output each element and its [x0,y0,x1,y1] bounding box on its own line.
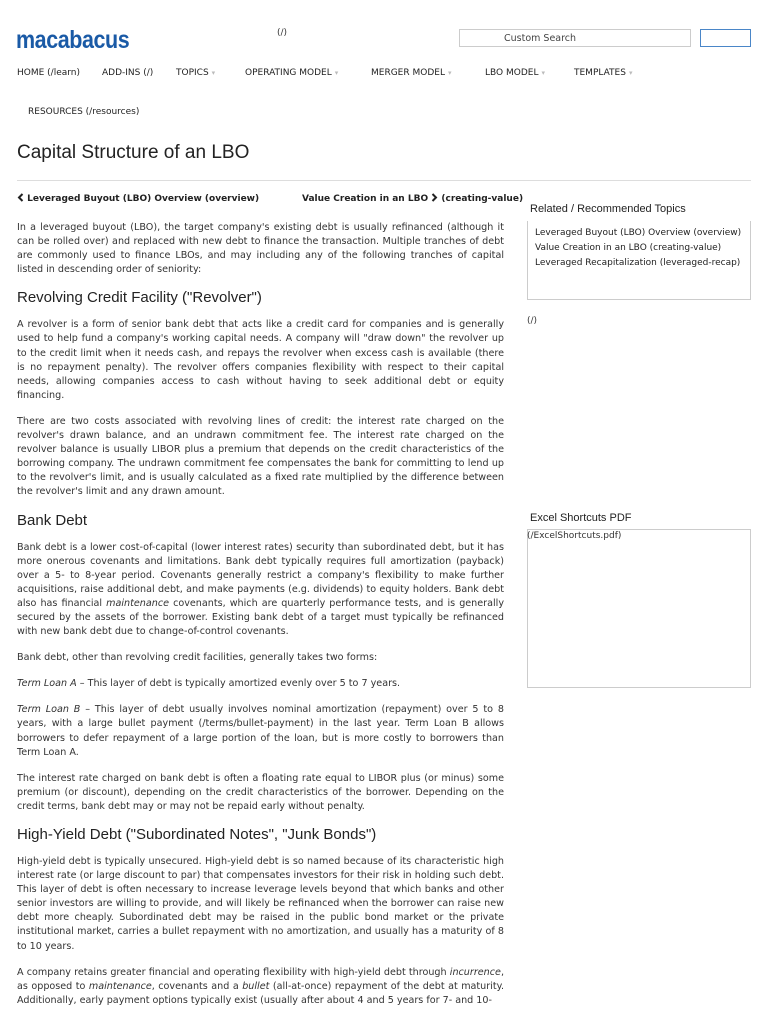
chevron-down-icon: ▾ [541,69,545,77]
high-yield-paragraph-2: A company retains greater financial and operating flexibility with high-yield debt through incurrence, as opposed to maintenance, covenants and a bullet (all-at-once) repayment of the debt at maturity. Additionally, early payment options typically exist (usually after about 4 and 5 years for 7- and 10- [17,966,504,1006]
excel-shortcuts-heading: Excel Shortcuts PDF [530,512,632,524]
high-yield-paragraph-1: High-yield debt is typically unsecured. High-yield debt is so named because of its characteristic high interest rate (or large discount to par) that compensates investors for their risk in holding such debt. This layer of debt is often necessary to increase leverage levels beyond that which banks and other senior investors are willing to provide, and will likely be refinanced when the borrower can raise new debt more cheaply. Subordinated debt may be raised in the public bond market or the private institutional market, carries a bullet repayment with no amortization, and usually has a maturity of 8 to 10 years. [17,856,504,952]
bank-debt-heading: Bank Debt [17,511,88,529]
nav-lbo-model[interactable]: LBO MODEL ▾ [485,68,545,78]
nav-operating-model[interactable]: OPERATING MODEL ▾ [245,68,339,78]
revolver-paragraph-2: There are two costs associated with revolving lines of credit: the interest rate charged on the revolver's drawn balance, and an undrawn commitment fee. The interest rate charged on the revolver balance is usually LIBOR plus a premium that depends on the credit characteristics of the borrowing company. The undrawn commitment fee compensates the bank for committing to lend up to the revolver's limit, and is usually calculated as a fixed rate multiplied by the difference between the revolver's limit and any drawn amount. [17,415,504,498]
chevron-down-icon: ▾ [628,69,633,77]
macabacus-logo[interactable]: macabacus [16,26,130,54]
excel-shortcuts-link[interactable]: (/ExcelShortcuts.pdf) [527,531,622,541]
page-title: Capital Structure of an LBO [17,142,250,163]
excel-shortcuts-panel [527,529,751,688]
search-button[interactable] [700,29,751,47]
revolver-heading: Revolving Credit Facility ("Revolver") [17,289,262,307]
bank-debt-paragraph-1: Bank debt is a lower cost-of-capital (lower interest rates) security than subordinated debt, but it has more onerous covenants and limitations. Bank debt typically requires full amortization (payback) over a 5- to 8-year period. Covenants generally restrict a company's flexibility to make further acquisitions, raise additional debt, and make payments (e.g. dividends) to equity holders. Bank debt also has financial maintenance covenants, which are quarterly performance tests, and is generally secured by the assets of the borrower. Existing bank debt of a target must typically be refinanced with new bank debt due to change-of-control covenants. [17,541,504,638]
term-loan-a-paragraph: Term Loan A – This layer of debt is typically amortized evenly over 5 to 7 years. [17,678,401,690]
chevron-down-icon: ▾ [447,69,452,77]
home-link[interactable]: (/) [277,28,288,38]
sidebar-home-link[interactable]: (/) [527,316,538,326]
main-nav [0,68,768,82]
nav-resources[interactable]: RESOURCES (/resources) [28,107,140,117]
revolver-paragraph-1: A revolver is a form of senior bank debt that acts like a credit card for companies and is generally used to help fund a company's working capital needs. A company will "draw down" the revolver up to the credit limit when it needs cash, and repays the revolver when excess cash is available (there is no repayment penalty). The revolver offers companies flexibility with respect to their capital needs, allowing companies access to cash without having to seek additional debt or equity financing. [17,319,504,401]
chevron-down-icon: ▾ [211,69,216,77]
related-topic-link[interactable]: Leveraged Recapitalization (leveraged-recap) [535,258,741,268]
nav-topics[interactable]: TOPICS ▾ [176,68,216,78]
nav-merger-model[interactable]: MERGER MODEL ▾ [371,68,452,78]
title-divider [17,180,751,181]
search-input[interactable]: Custom Search [459,29,691,47]
nav-add-ins[interactable]: ADD-INS (/) [102,68,154,78]
prev-article-link[interactable]: Leveraged Buyout (LBO) Overview (overview) [17,193,259,204]
bank-debt-paragraph-2: Bank debt, other than revolving credit facilities, generally takes two forms: [17,652,378,664]
intro-paragraph: In a leveraged buyout (LBO), the target company's existing debt is usually refinanced (although it can be rolled over) and replaced with new debt to finance the transaction. Multiple tranches of debt are commonly used to finance LBOs, and may including any of the following tranches of capital listed in descending order of seniority: [17,222,504,276]
high-yield-heading: High-Yield Debt ("Subordinated Notes", "Junk Bonds") [17,826,377,843]
chevron-left-icon [17,193,24,202]
chevron-right-icon [431,193,438,202]
nav-home[interactable]: HOME (/learn) [17,68,81,78]
related-topics-heading: Related / Recommended Topics [530,203,686,215]
article-body [17,221,504,1020]
related-topic-link[interactable]: Leveraged Buyout (LBO) Overview (overview) [535,228,742,238]
related-topic-link[interactable]: Value Creation in an LBO (creating-value) [535,243,722,253]
chevron-down-icon: ▾ [334,69,339,77]
nav-templates[interactable]: TEMPLATES ▾ [574,68,633,78]
related-topics-list [527,221,751,300]
term-loan-b-paragraph: Term Loan B – This layer of debt usually involves nominal amortization (repayment) over 5 to 8 years, with a large bullet payment (/terms/bullet-payment) in the last year. Term Loan B allows borrowers to defer repayment of a large portion of the loan, but is more costly to borrowers than Term Loan A. [17,704,504,758]
bank-debt-paragraph-3: The interest rate charged on bank debt is often a floating rate equal to LIBOR plus (or minus) some premium (or discount), depending on the credit characteristics of the borrower. Depending on the credit terms, bank debt may or may not be repaid early without penalty. [17,772,504,812]
next-article-link[interactable]: Value Creation in an LBO (creating-value) [302,194,524,204]
